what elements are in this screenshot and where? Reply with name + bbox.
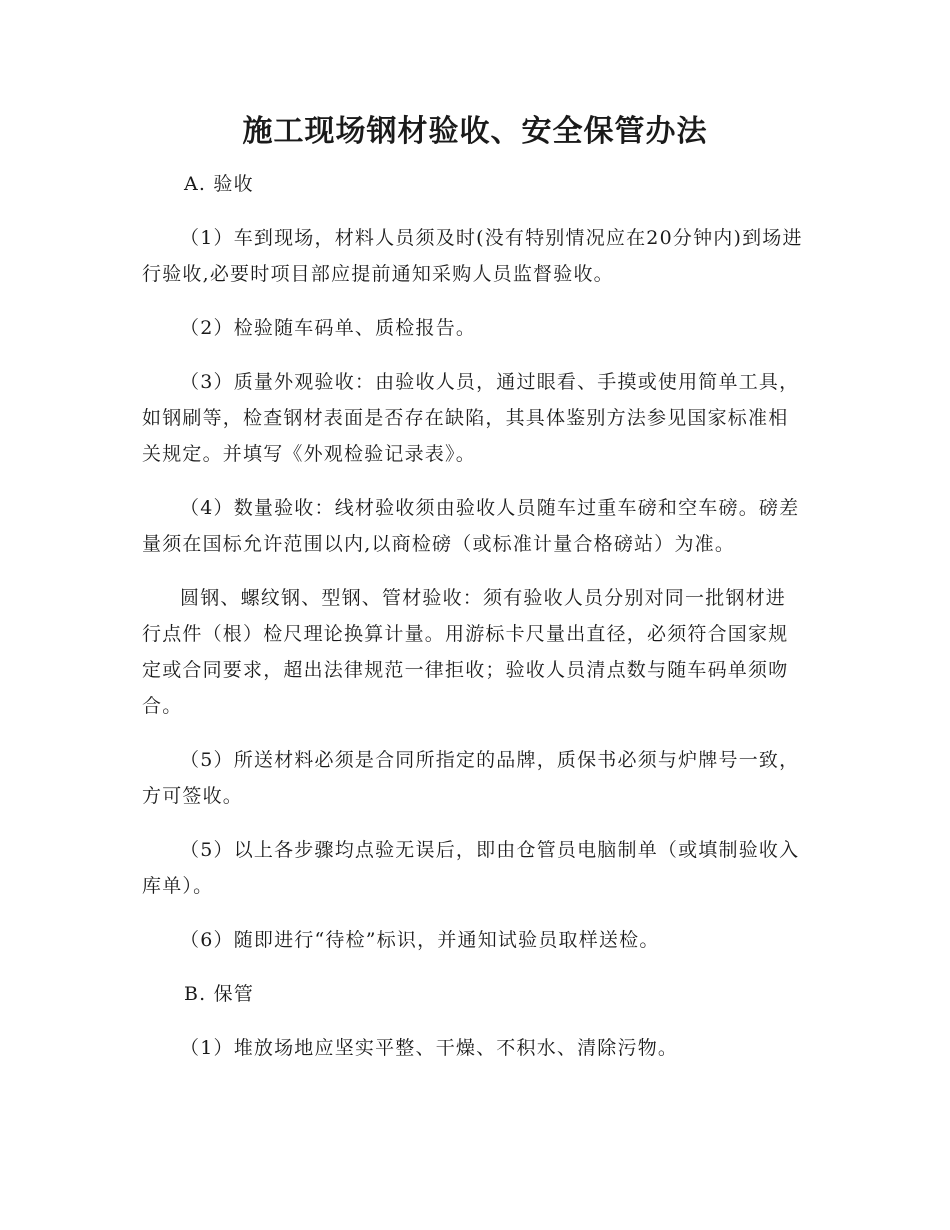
document-body: [142, 166, 806, 1066]
paragraph-a4-detail: 圆钢、螺纹钢、型钢、管材验收：须有验收人员分别对同一批钢材进行点件（根）检尺理论换算计量。用游标卡尺量出直径，必须符合国家规定或合同要求，超出法律规范一律拒收；验收人员清点数与随车码单须吻合。: [142, 587, 789, 717]
paragraph-a5b: （5）以上各步骤均点验无误后，即由仓管员电脑制单（或填制验收入库单）。: [142, 839, 800, 897]
paragraph-a1: （1）车到现场，材料人员须及时(没有特别情况应在20分钟内)到场进行验收,必要时项目部应提前通知采购人员监督验收。: [142, 227, 803, 285]
paragraph-a5: （5）所送材料必须是合同所指定的品牌，质保书必须与炉牌号一致，方可签收。: [142, 749, 800, 807]
document-title: 施工现场钢材验收、安全保管办法: [242, 114, 708, 149]
paragraph-a6: （6）随即进行“待检”标识，并通知试验员取样送检。: [180, 929, 660, 951]
paragraph-b1: （1）堆放场地应坚实平整、干燥、不积水、清除污物。: [180, 1037, 679, 1059]
paragraph-a2: （2）检验随车码单、质检报告。: [180, 317, 477, 339]
paragraph-a4: （4）数量验收：线材验收须由验收人员随车过重车磅和空车磅。磅差量须在国标允许范围以内,以商检磅（或标准计量合格磅站）为准。: [142, 497, 800, 555]
section-heading-acceptance: A. 验收: [184, 173, 254, 195]
section-heading-storage: B. 保管: [184, 983, 255, 1005]
paragraph-a3: （3）质量外观验收：由验收人员，通过眼看、手摸或使用简单工具，如钢刷等，检查钢材表面是否存在缺陷，其具体鉴别方法参见国家标准相关规定。并填写《外观检验记录表》。: [142, 371, 800, 465]
